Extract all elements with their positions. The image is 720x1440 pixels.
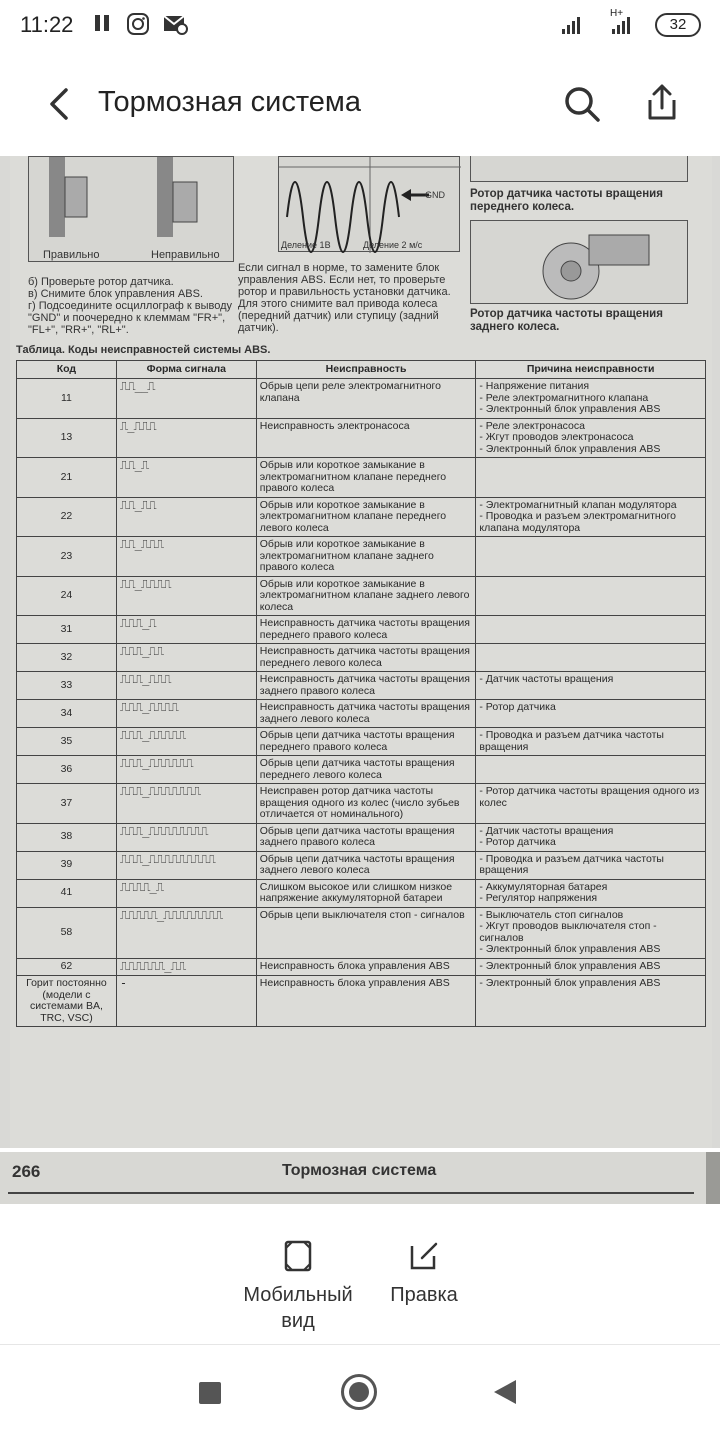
fault-description: Обрыв или короткое замыкание в электромагнитном клапане переднего правого колеса — [256, 458, 476, 498]
table-row — [17, 907, 706, 958]
fault-cause: - Электронный блок управления ABS — [476, 976, 706, 1027]
scanned-page — [10, 156, 712, 1148]
fault-code: 32 — [17, 644, 117, 672]
rear-rotor-figure — [470, 220, 688, 304]
waveform-glyph: ⎍⎍⎍_⎍⎍ — [119, 644, 164, 658]
fault-code: 13 — [17, 418, 117, 458]
page-edge — [706, 1152, 720, 1204]
waveform-glyph: ⎍⎍⎍⎍⎍_⎍⎍⎍⎍⎍⎍⎍⎍ — [119, 907, 223, 922]
front-rotor-figure — [470, 156, 688, 182]
table-row — [17, 458, 706, 498]
fault-cause — [476, 537, 706, 577]
waveform-glyph: ⎍⎍⎍⎍_⎍ — [119, 879, 164, 894]
header-cause: Причина неисправности — [476, 361, 706, 379]
page-rule — [8, 1192, 694, 1194]
waveform-glyph: ⎍⎍⎍_⎍⎍⎍⎍⎍⎍⎍ — [119, 784, 201, 798]
waveform-glyph: ⎍⎍⎍_⎍⎍⎍⎍⎍⎍⎍⎍ — [119, 823, 208, 838]
fault-cause: - Электромагнитный клапан модулятора - Проводка и разъем электромагнитного клапана модулятора — [476, 497, 706, 537]
fault-code-table — [16, 360, 706, 1027]
waveform-glyph: ⎍⎍_⎍⎍⎍ — [119, 537, 164, 551]
fault-description: Неисправность датчика частоты вращения заднего правого колеса — [256, 672, 476, 700]
table-row — [17, 851, 706, 879]
fault-description: Слишком высокое или слишком низкое напряжение аккумуляторной батареи — [256, 879, 476, 907]
signal-waveform — [116, 672, 256, 700]
fault-description: Неисправность датчика частоты вращения переднего левого колеса — [256, 644, 476, 672]
fault-description: Неисправен ротор датчика частоты вращения одного из колес (число зубьев отличается от номинального) — [256, 784, 476, 824]
fault-code: 35 — [17, 728, 117, 756]
table-row — [17, 756, 706, 784]
table-row — [17, 700, 706, 728]
fault-description: Неисправность электронасоса — [256, 418, 476, 458]
fault-cause: - Проводка и разъем датчика частоты вращения — [476, 851, 706, 879]
table-title: Таблица. Коды неисправностей системы ABS. — [16, 344, 271, 356]
label-correct: Правильно — [43, 249, 100, 261]
fault-cause — [476, 644, 706, 672]
back-button[interactable] — [38, 82, 82, 126]
waveform-glyph: ⎍⎍⎍_⎍⎍⎍⎍⎍⎍ — [119, 756, 193, 770]
edit-icon — [408, 1240, 440, 1272]
waveform-glyph: ⎍⎍_⎍⎍⎍⎍ — [119, 576, 171, 591]
table-row — [17, 497, 706, 537]
fault-cause: - Выключатель стоп сигналов - Жгут проводов выключателя стоп - сигналов - Электронный блок управления ABS — [476, 907, 706, 958]
signal-waveform — [116, 728, 256, 756]
next-page-preview[interactable] — [0, 1152, 720, 1204]
fault-cause: - Ротор датчика частоты вращения одного из колес — [476, 784, 706, 824]
nav-back-button[interactable] — [494, 1380, 516, 1404]
waveform-glyph: ⎍⎍⎍⎍⎍⎍_⎍⎍ — [119, 958, 186, 973]
fault-description: Обрыв цепи датчика частоты вращения переднего правого колеса — [256, 728, 476, 756]
sensor-install-figure — [28, 156, 234, 262]
instagram-icon — [126, 12, 150, 42]
table-row — [17, 823, 706, 851]
signal-icon-2 — [612, 16, 630, 34]
fault-cause — [476, 576, 706, 616]
signal-icon — [562, 16, 580, 34]
waveform-glyph: ⎍⎍⎍_⎍⎍⎍ — [119, 672, 171, 686]
signal-waveform — [116, 418, 256, 458]
table-row — [17, 379, 706, 419]
fault-cause — [476, 458, 706, 498]
table-row — [17, 418, 706, 458]
page2-title: Тормозная система — [282, 1162, 437, 1179]
table-row — [17, 537, 706, 577]
fault-cause: - Датчик частоты вращения — [476, 672, 706, 700]
mobile-view-button[interactable] — [230, 1240, 366, 1334]
label-div1: Деление 1В — [281, 240, 331, 250]
header-code: Код — [17, 361, 117, 379]
signal-waveform — [116, 823, 256, 851]
caption-front-rotor: Ротор датчика частоты вращения переднего колеса. — [470, 188, 663, 213]
fault-cause: - Проводка и разъем датчика частоты вращения — [476, 728, 706, 756]
status-time: 11:22 — [20, 12, 74, 37]
table-row — [17, 784, 706, 824]
fault-code: 58 — [17, 907, 117, 958]
fault-code: 23 — [17, 537, 117, 577]
waveform-glyph: ⎍⎍⎍_⎍⎍⎍⎍⎍⎍⎍⎍⎍ — [119, 851, 215, 866]
table-row — [17, 672, 706, 700]
fault-description: Обрыв или короткое замыкание в электромагнитном клапане заднего правого колеса — [256, 537, 476, 577]
system-nav-bar — [0, 1345, 720, 1440]
signal-waveform — [116, 576, 256, 616]
signal-waveform — [116, 379, 256, 419]
instruction-steps: б) Проверьте ротор датчика. в) Снимите блок управления ABS. г) Подсоедините осциллограф к выводу "GND" и поочередно к клеммам "FR+", "FL+", "RR+", "RL+". — [28, 276, 233, 336]
waveform-glyph: - — [119, 976, 127, 990]
network-type: H+ — [610, 8, 624, 19]
table-row — [17, 644, 706, 672]
waveform-glyph: ⎍⎍__⎍ — [119, 379, 155, 393]
waveform-glyph: ⎍⎍_⎍⎍ — [119, 497, 156, 512]
signal-waveform — [116, 958, 256, 976]
signal-waveform — [116, 756, 256, 784]
fault-code: 31 — [17, 616, 117, 644]
page-number: 266 — [12, 1162, 41, 1181]
oscilloscope-figure — [278, 156, 460, 252]
mobile-view-icon — [284, 1240, 312, 1272]
label-div2: Деление 2 м/с — [363, 240, 423, 250]
bottom-actions — [0, 1204, 720, 1344]
edit-label: Правка — [390, 1284, 458, 1306]
fault-code: 21 — [17, 458, 117, 498]
fault-cause: - Датчик частоты вращения - Ротор датчика — [476, 823, 706, 851]
signal-waveform — [116, 537, 256, 577]
fault-description: Обрыв или короткое замыкание в электромагнитном клапане переднего левого колеса — [256, 497, 476, 537]
fault-description: Обрыв цепи реле электромагнитного клапана — [256, 379, 476, 419]
document-page[interactable] — [0, 156, 720, 1148]
signal-waveform — [116, 907, 256, 958]
signal-waveform — [116, 976, 256, 1027]
table-header-row — [17, 361, 706, 379]
waveform-glyph: ⎍⎍_⎍ — [119, 458, 149, 472]
waveform-glyph: ⎍⎍⎍_⎍⎍⎍⎍ — [119, 700, 178, 714]
fault-description: Обрыв цепи выключателя стоп - сигналов — [256, 907, 476, 958]
signal-waveform — [116, 784, 256, 824]
fault-cause — [476, 616, 706, 644]
fault-code: Горит постоянно (модели с системами BA, TRC, VSC) — [17, 976, 117, 1027]
waveform-glyph: ⎍_⎍⎍⎍ — [119, 418, 156, 433]
fault-code: 34 — [17, 700, 117, 728]
mobile-view-label: Мобильный вид — [243, 1284, 353, 1332]
fault-code: 33 — [17, 672, 117, 700]
signal-waveform — [116, 879, 256, 907]
header-wave: Форма сигнала — [116, 361, 256, 379]
page-title: Тормозная система — [98, 86, 361, 118]
home-button[interactable] — [341, 1374, 377, 1410]
fault-code: 41 — [17, 879, 117, 907]
waveform-glyph: ⎍⎍⎍_⎍ — [119, 616, 156, 630]
fault-cause: - Ротор датчика — [476, 700, 706, 728]
fault-code: 11 — [17, 379, 117, 419]
fault-code: 38 — [17, 823, 117, 851]
fault-code: 36 — [17, 756, 117, 784]
fault-cause: - Электронный блок управления ABS — [476, 958, 706, 976]
signal-waveform — [116, 851, 256, 879]
header-fault: Неисправность — [256, 361, 476, 379]
signal-waveform — [116, 700, 256, 728]
table-row — [17, 958, 706, 976]
caption-rear-rotor: Ротор датчика частоты вращения заднего колеса. — [470, 308, 663, 333]
mail-blocked-icon — [162, 12, 188, 42]
fault-description: Неисправность датчика частоты вращения заднего левого колеса — [256, 700, 476, 728]
fault-code: 39 — [17, 851, 117, 879]
signal-waveform — [116, 616, 256, 644]
table-body — [17, 379, 706, 1027]
waveform-glyph: ⎍⎍⎍_⎍⎍⎍⎍⎍ — [119, 728, 186, 742]
fault-description: Обрыв цепи датчика частоты вращения заднего правого колеса — [256, 823, 476, 851]
label-incorrect: Неправильно — [151, 249, 220, 261]
pause-icon — [92, 13, 112, 39]
middle-paragraph: Если сигнал в норме, то замените блок управления ABS. Если нет, то проверьте ротор и правильность установки датчика. Для этого снимите вал привода колеса (передний датчик) или ступицу (задний датчик). — [238, 262, 451, 334]
fault-description: Обрыв цепи датчика частоты вращения переднего левого колеса — [256, 756, 476, 784]
fault-code: 62 — [17, 958, 117, 976]
status-bar — [0, 0, 720, 52]
fault-description: Обрыв или короткое замыкание в электромагнитном клапане заднего левого колеса — [256, 576, 476, 616]
table-row — [17, 879, 706, 907]
fault-description: Неисправность блока управления ABS — [256, 976, 476, 1027]
signal-waveform — [116, 497, 256, 537]
fault-code: 24 — [17, 576, 117, 616]
fault-cause: - Аккумуляторная батарея - Регулятор напряжения — [476, 879, 706, 907]
signal-waveform — [116, 458, 256, 498]
table-row — [17, 728, 706, 756]
signal-waveform — [116, 644, 256, 672]
fault-description: Неисправность датчика частоты вращения переднего правого колеса — [256, 616, 476, 644]
app-bar — [0, 62, 720, 146]
label-gnd: GND — [425, 190, 445, 200]
fault-code: 22 — [17, 497, 117, 537]
table-row — [17, 576, 706, 616]
share-icon[interactable] — [640, 80, 684, 124]
fault-cause — [476, 756, 706, 784]
fault-cause: - Реле электронасоса - Жгут проводов электронасоса - Электронный блок управления ABS — [476, 418, 706, 458]
search-icon[interactable] — [560, 82, 604, 126]
table-row — [17, 976, 706, 1027]
fault-description: Обрыв цепи датчика частоты вращения заднего левого колеса — [256, 851, 476, 879]
fault-cause: - Напряжение питания - Реле электромагнитного клапана - Электронный блок управления ABS — [476, 379, 706, 419]
fault-code: 37 — [17, 784, 117, 824]
table-row — [17, 616, 706, 644]
recent-apps-button[interactable] — [199, 1382, 221, 1404]
battery-indicator: 32 — [655, 13, 701, 37]
edit-button[interactable] — [382, 1240, 466, 1308]
fault-description: Неисправность блока управления ABS — [256, 958, 476, 976]
